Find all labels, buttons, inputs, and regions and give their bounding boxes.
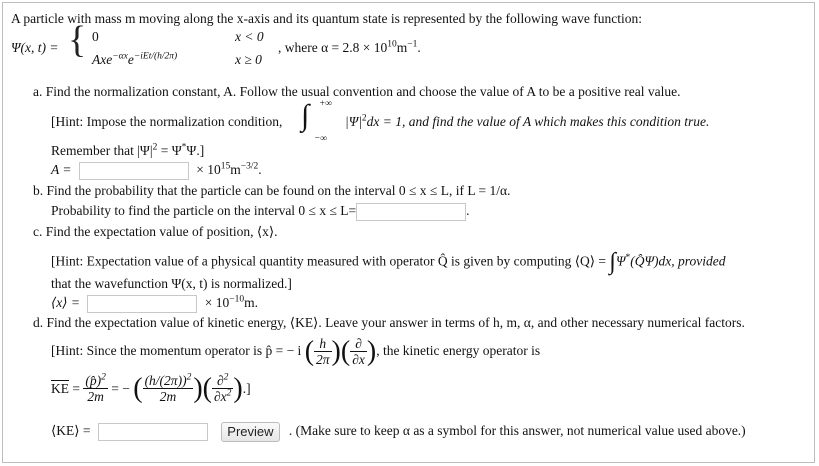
wavefunction-lhs — [11, 40, 58, 56]
remember-star: * — [181, 142, 187, 153]
wavefunction-lhs-text: Ψ(x, t) = — [11, 40, 59, 55]
case2-condition: x ≥ 0 — [235, 52, 262, 67]
answer-d-label: ⟨KE⟩ = — [51, 423, 91, 439]
p-num-exp: 2 — [101, 372, 106, 383]
paren-open-3: ( — [133, 373, 143, 404]
frac-p-num — [83, 374, 108, 389]
paren-open-4: ( — [202, 373, 212, 404]
case2-e: e — [127, 52, 134, 67]
frac-h-den: 2π — [316, 352, 330, 367]
frac-hbar-num — [143, 374, 194, 389]
ke-operator — [51, 373, 251, 405]
remember-exp: 2 — [152, 142, 158, 153]
answer-d-input[interactable] — [98, 423, 208, 441]
ke-operator-eq: = — [72, 381, 80, 396]
paren-close-1: ) — [331, 336, 341, 367]
part-c-hint — [51, 249, 725, 276]
part-a-answer-row — [51, 162, 262, 180]
answer-d-note: . (Make sure to keep α as a symbol for this answer, not numerical value used above.) — [288, 423, 746, 439]
alpha-exp: 10 — [387, 39, 397, 50]
frac-h-num: h — [314, 337, 332, 352]
piecewise-brace: { — [68, 19, 87, 61]
hint-c-star: * — [625, 253, 631, 264]
h-num: (h/(2π)) — [144, 373, 187, 388]
hint-c-end: dx, provided — [658, 253, 726, 269]
preview-button[interactable]: Preview — [221, 422, 279, 442]
ke-end: .] — [242, 381, 251, 396]
d2-den-exp: 2 — [226, 388, 232, 399]
paren-close-4: ) — [233, 373, 243, 404]
part-a-question: a. Find the normalization constant, A. Follow the usual convention and choose the value of A to be a positive real value. — [33, 84, 681, 99]
part-d-question: d. Find the expectation value of kinetic energy, ⟨KE⟩. Leave your answer in terms of h, m, α, and other necessary numerical factors. — [33, 315, 745, 330]
answer-c-input[interactable] — [87, 295, 197, 313]
hint-c-integral: ∫ — [609, 249, 616, 275]
integrand-exp: 2 — [361, 113, 367, 124]
answer-a-input[interactable] — [79, 162, 189, 180]
d2-num: ∂ — [216, 373, 224, 388]
d2-den: ∂x — [213, 389, 227, 404]
part-a-integrand — [345, 114, 709, 130]
intro-text: A particle with mass m moving along the x-axis and its quantum state is represented by the following wave function: — [11, 11, 642, 26]
part-a-remember — [51, 143, 204, 159]
hint-c-operator: (Q̂Ψ) — [630, 253, 659, 269]
problem-panel — [2, 2, 815, 463]
answer-b-end: . — [466, 203, 470, 219]
paren-close-2: ) — [366, 336, 377, 367]
h-den: 2m — [159, 389, 177, 404]
frac-hbar-squared — [143, 374, 194, 404]
part-b-question: b. Find the probability that the particle can be found on the interval 0 ≤ x ≤ L, if L = 1/α. — [33, 183, 511, 198]
frac-partial-den: ∂x — [352, 352, 365, 367]
paren-open-2: ( — [340, 336, 351, 367]
case2-exp2: −iEt/(h/2π) — [133, 51, 178, 62]
part-c-hint2: that the wavefunction Ψ(x, t) is normalized.] — [51, 276, 292, 291]
part-a-hint-prefix: [Hint: Impose the normalization condition, — [51, 114, 283, 129]
answer-c-unit-end: m. — [244, 295, 259, 311]
case1-condition: x < 0 — [235, 29, 264, 44]
frac-second-partial — [212, 374, 233, 404]
answer-b-input[interactable] — [356, 203, 466, 221]
hint-d-suffix: , the kinetic energy operator is — [376, 343, 541, 359]
hint-d-prefix: [Hint: Since the momentum operator is p̂ = − i — [51, 343, 302, 359]
case2-exp1: −αx — [112, 51, 128, 62]
part-c-question: c. Find the expectation value of position, ⟨x⟩. — [33, 224, 278, 239]
frac-partial-num: ∂ — [350, 337, 367, 352]
remember-text: Remember that |Ψ| — [51, 143, 153, 158]
alpha-text: , where α = 2.8 × 10 — [278, 40, 388, 55]
case1-value: 0 — [92, 29, 99, 44]
answer-a-unit-exp: 15 — [220, 161, 231, 172]
remember-end: Ψ.] — [186, 143, 205, 158]
frac-p-squared — [83, 374, 108, 404]
integral-upper-limit: +∞ — [319, 99, 333, 109]
ke-operator-label: $\overline{KE}$ — [51, 381, 69, 396]
p-num: (p̂) — [85, 373, 102, 388]
integral-sign: ∫ — [301, 99, 310, 132]
integrand-text: |Ψ| — [345, 114, 362, 129]
integral-lower-limit: −∞ — [314, 134, 328, 144]
answer-a-unit-m-exp: −3/2 — [240, 161, 259, 172]
answer-a-unit: × 10 — [196, 162, 221, 178]
part-c-answer-row — [51, 295, 258, 313]
integrand-dx: dx = 1, and find the value of A which makes this condition true. — [366, 114, 710, 129]
answer-c-unit-exp: −10 — [229, 294, 245, 305]
alpha-unit-exp: −1 — [407, 39, 418, 50]
part-d-answer-row — [51, 422, 746, 442]
answer-a-unit-end: . — [258, 162, 262, 178]
alpha-definition — [278, 40, 421, 56]
part-b-answer-row — [51, 203, 470, 221]
answer-c-unit: × 10 — [204, 295, 230, 311]
alpha-end: . — [417, 40, 421, 55]
ke-minus: = − — [111, 381, 130, 396]
part-d-hint — [51, 336, 540, 368]
frac-d2-num — [212, 374, 233, 389]
answer-a-unit-m: m — [230, 162, 241, 178]
paren-close-3: ) — [193, 373, 203, 404]
hint-c-integrand: Ψ — [615, 253, 626, 269]
frac-partial-x — [350, 337, 367, 367]
remember-rhs: = Ψ — [157, 143, 182, 158]
answer-c-label: ⟨x⟩ = — [51, 295, 81, 311]
answer-a-label: A = — [51, 162, 72, 178]
alpha-unit: m — [396, 40, 408, 55]
answer-b-label: Probability to find the particle on the interval 0 ≤ x ≤ L= — [51, 203, 357, 219]
d2-num-exp: 2 — [223, 372, 229, 383]
case2-value — [92, 52, 177, 68]
case2-base: Axe — [92, 52, 113, 67]
paren-open-1: ( — [304, 336, 315, 367]
frac-d2-den — [212, 389, 233, 404]
h-num-exp: 2 — [186, 372, 192, 383]
p-den: 2m — [87, 389, 104, 404]
hint-c-text: [Hint: Expectation value of a physical quantity measured with operator Q̂ is given by computing ⟨Q⟩ = — [51, 253, 607, 269]
frac-h-2pi — [314, 337, 332, 367]
